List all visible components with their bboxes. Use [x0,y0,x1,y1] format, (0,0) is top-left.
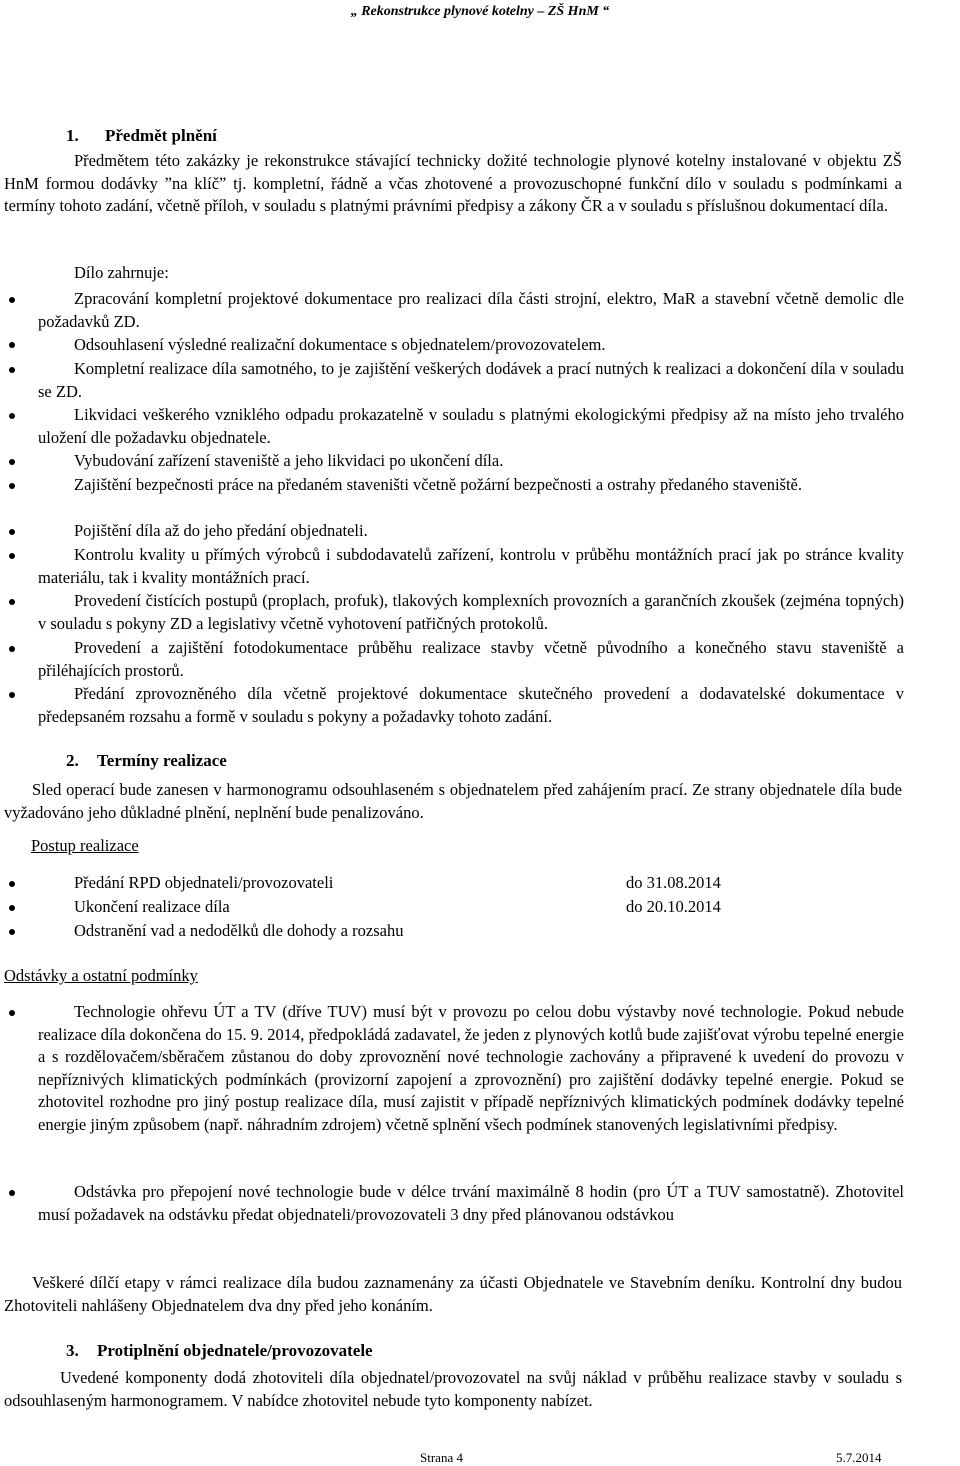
bullet-icon [9,929,15,935]
section-2-number: 2. [66,751,79,770]
postup-item-label: Předání RPD objednateli/provozovateli [74,873,334,892]
scope-item: Vybudování zařízení staveniště a jeho likvidaci po ukončení díla. [74,451,504,470]
postup-item-label: Odstranění vad a nedodělků dle dohody a rozsahu [74,921,404,940]
bullet-icon [9,342,15,348]
bullet-icon [9,1010,15,1016]
bullet-icon [9,529,15,535]
scope-item: Kompletní realizace díla samotného, to je zajištění veškerých dodávek a prací nutných k realizaci a dokončení díla v souladu se ZD. [38,359,904,401]
bullet-icon [9,905,15,911]
bullet-icon [9,646,15,652]
bullet-icon [9,459,15,465]
section-1-number: 1. [66,126,79,145]
closing-paragraph: Veškeré dílčí etapy v rámci realizace díla budou zaznamenány za účasti Objednatele ve Stavebním deníku. Kontrolní dny budou Zhotoviteli nahlášeny Objednatelem dva dny před jeho konáním. [4,1273,902,1315]
postup-item-date: do 31.08.2014 [626,873,721,892]
page-date: 5.7.2014 [836,1450,882,1465]
page-header: „ Rekonstrukce plynové kotelny – ZŠ HnM “ [350,4,610,19]
scope-item: Předání zprovozněného díla včetně projektové dokumentace skutečného provedení a dodavatelské dokumentace v předepsaném rozsahu a formě v souladu s pokyny a požadavky tohoto zadání. [38,684,904,726]
page-number: Strana 4 [420,1450,463,1465]
bullet-icon [9,367,15,373]
odstavky-item: Technologie ohřevu ÚT a TV (dříve TUV) musí být v provozu po celou dobu výstavby nové technologie. Pokud nebude realizace díla dokončena do 15. 9. 2014, předpokládá zadavatel, že jeden z plynových kotlů bude zajišťovat výrobu tepelné energie a s rozdělovačem/sběračem zůstanou do doby zprovoznění nové technologie zachovány a připravené k uvedení do provozu v nepříznivých klimatických podmínkách (provizorní zapojení a zprovoznění) pro zajištění dodávky tepelné energie. Pokud se zhotovitel rozhodne pro jiný postup realizace díla, musí zajistit v případě nepříznivých klimatických podmínek dodávky tepelné energie jiným způsobem (např. náhradním zdrojem) včetně splnění všech podmínek stanovených legislativními předpisy. [38,1002,904,1134]
bullet-icon [9,483,15,489]
scope-item: Zajištění bezpečnosti práce na předaném staveništi včetně požární bezpečnosti a ostrahy předaného staveniště. [74,475,802,494]
odstavky-item: Odstávka pro přepojení nové technologie bude v délce trvání maximálně 8 hodin (pro ÚT a TUV samostatně). Zhotovitel musí požadavek na odstávku předat objednateli/provozovateli 3 dny před plánovanou odstávkou [38,1182,904,1224]
section-1-paragraph: Předmětem této zakázky je rekonstrukce stávající technicky dožité technologie plynové kotelny instalované v objektu ZŠ HnM formou dodávky ˮna klíčˮ tj. kompletní, řádně a včas zhotovené a provozuschopné funkční dílo v souladu s podmínkami a termíny tohoto zadání, včetně příloh, v souladu s platnými právními předpisy a zákony ČR a v souladu s příslušnou dokumentací díla. [4,151,902,215]
bullet-icon [9,413,15,419]
section-2-title: Termíny realizace [97,751,227,770]
section-1-title: Předmět plnění [105,126,217,145]
postup-item-label: Ukončení realizace díla [74,897,230,916]
scope-item: Provedení a zajištění fotodokumentace průběhu realizace stavby včetně původního a konečného stavu staveniště a přiléhajících prostorů. [38,638,904,680]
bullet-icon [9,599,15,605]
scope-item: Kontrolu kvality u přímých výrobců i subdodavatelů zařízení, kontrolu v průběhu montážních prací jak po stránce kvality materiálu, tak i kvality montážních prací. [38,545,904,587]
section-2-heading [66,751,227,771]
scope-item: Likvidaci veškerého vzniklého odpadu prokazatelně v souladu s platnými ekologickými předpisy až na místo jeho trvalého uložení dle požadavku objednatele. [38,405,904,447]
scope-intro: Dílo zahrnuje: [74,263,169,282]
scope-item: Zpracování kompletní projektové dokumentace pro realizaci díla části strojní, elektro, MaR a stavební včetně demolic dle požadavků ZD. [38,289,904,331]
postup-title: Postup realizace [31,836,139,855]
section-3-heading [66,1341,373,1361]
postup-item-date: do 20.10.2014 [626,897,721,916]
bullet-icon [9,553,15,559]
scope-item: Provedení čistících postupů (proplach, profuk), tlakových komplexních provozních a garančních zkoušek (zejména topných) v souladu s pokyny ZD a legislativy včetně vyhotovení patřičných protokolů. [38,591,904,633]
scope-item: Odsouhlasení výsledné realizační dokumentace s objednatelem/provozovatelem. [74,335,606,354]
section-2-paragraph: Sled operací bude zanesen v harmonogramu odsouhlaseném s objednatelem před zahájením prací. Ze strany objednatele díla bude vyžadováno jeho důkladné plnění, neplnění bude penalizováno. [4,780,902,822]
odstavky-title: Odstávky a ostatní podmínky [4,966,198,985]
section-3-title: Protiplnění objednatele/provozovatele [97,1341,373,1360]
bullet-icon [9,1190,15,1196]
scope-item: Pojištění díla až do jeho předání objednateli. [74,521,368,540]
bullet-icon [9,692,15,698]
section-3-paragraph: Uvedené komponenty dodá zhotoviteli díla objednatel/provozovatel na svůj náklad v průběhu realizace stavby v souladu s odsouhlaseným harmonogramem. V nabídce zhotovitel nebude tyto komponenty nabízet. [4,1368,902,1410]
bullet-icon [9,881,15,887]
section-3-number: 3. [66,1341,79,1360]
bullet-icon [9,297,15,303]
section-1-heading [66,126,217,146]
